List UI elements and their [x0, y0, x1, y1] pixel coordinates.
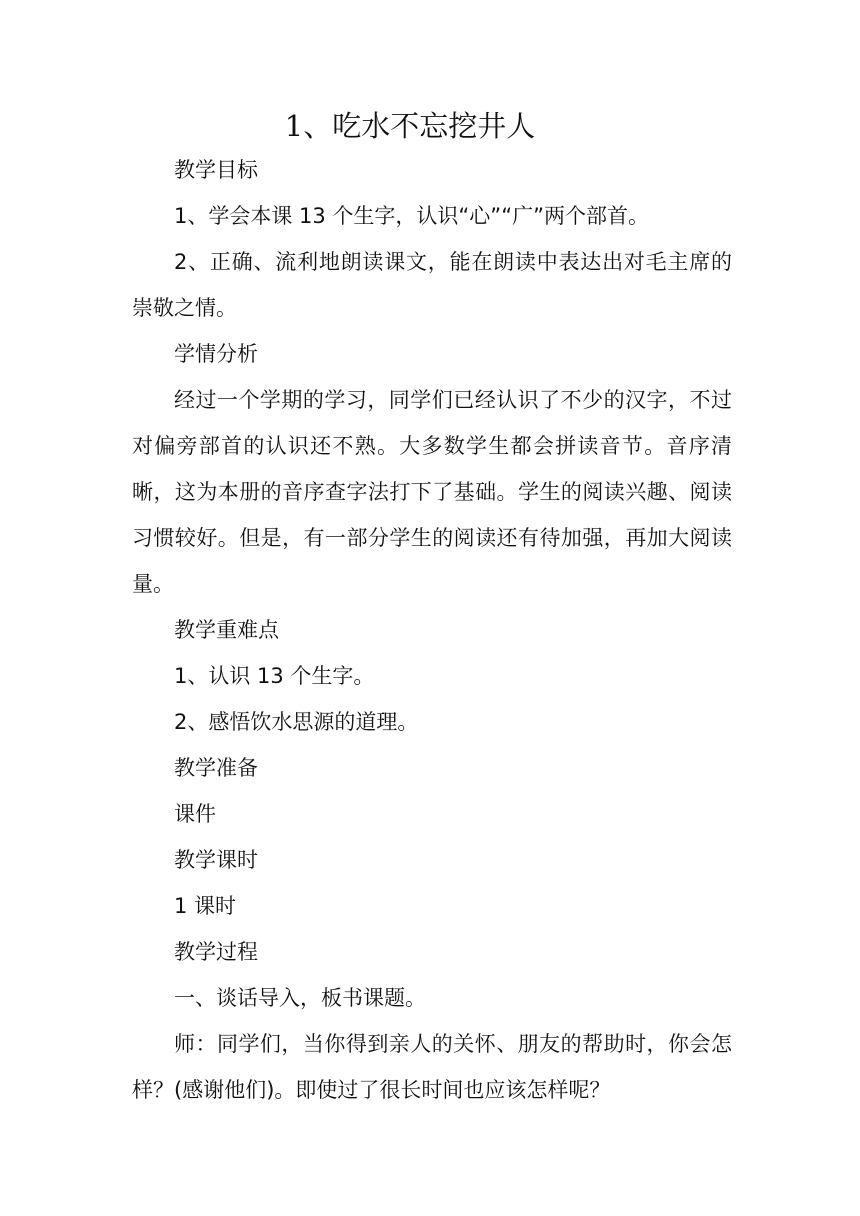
paragraph: 2、感悟饮水思源的道理。 — [174, 710, 419, 734]
paragraph: 1 课时 — [174, 894, 237, 918]
heading-teaching-process: 教学过程 — [174, 940, 258, 964]
document-body — [132, 147, 732, 1113]
paragraph: 1、学会本课 13 个生字，认识“心”“广”两个部首。 — [174, 204, 649, 228]
heading-teaching-goals: 教学目标 — [174, 158, 258, 182]
document-title: 1、吃水不忘挖井人 — [284, 109, 536, 143]
paragraph: 一、谈话导入，板书课题。 — [174, 986, 426, 1010]
paragraph: 1、认识 13 个生字。 — [174, 664, 375, 688]
heading-preparation: 教学准备 — [174, 756, 258, 780]
paragraph: 经过一个学期的学习，同学们已经认识了不少的汉字，不过对偏旁部首的认识还不熟。大多数学生都会拼读音节。音序清晰，这为本册的音序查字法打下了基础。学生的阅读兴趣、阅读习惯较好。但是，有一部分学生的阅读还有待加强，再加大阅读量。 — [132, 388, 732, 596]
heading-class-hours: 教学课时 — [174, 848, 258, 872]
paragraph: 2、正确、流利地朗读课文，能在朗读中表达出对毛主席的崇敬之情。 — [132, 250, 732, 320]
paragraph: 课件 — [174, 802, 216, 826]
paragraph: 师：同学们，当你得到亲人的关怀、朋友的帮助时，你会怎样？(感谢他们)。即使过了很长时间也应该怎样呢？ — [132, 1032, 732, 1102]
heading-key-points: 教学重难点 — [174, 618, 279, 642]
heading-learning-analysis: 学情分析 — [174, 342, 258, 366]
